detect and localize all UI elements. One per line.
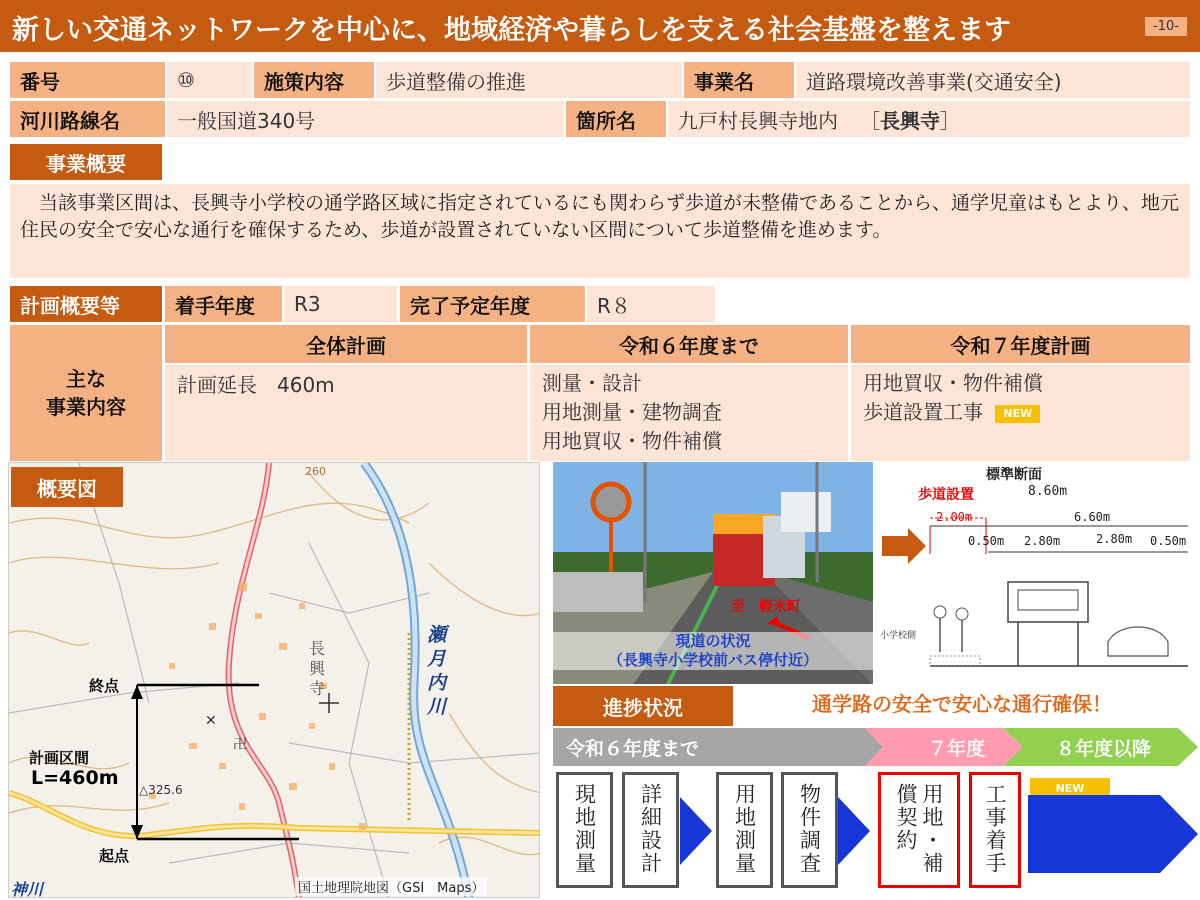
total-width: 8.60m: [1028, 484, 1068, 499]
measure-value: 歩道整備の推進: [376, 62, 682, 98]
dim-3: 0.50m: [1150, 534, 1187, 548]
arrow-2-icon: [838, 797, 870, 865]
start-point-label: 起点: [99, 847, 130, 865]
step-building-survey: [781, 772, 838, 888]
photo-caption: [553, 632, 873, 670]
main-content-label-1: 主な: [66, 367, 106, 391]
location-value: 九戸村長興寺地内: [678, 108, 838, 133]
new-badge: NEW: [995, 405, 1040, 423]
dim-2: 2.80m: [1096, 532, 1133, 546]
measure-label: 施策内容: [254, 62, 374, 98]
road-photo: [553, 462, 873, 684]
place-name-char: 興: [309, 659, 326, 678]
location-bracket-close: ］: [940, 108, 960, 133]
main-content-label: [10, 325, 162, 461]
sidewalk-width: 2.00m: [936, 510, 973, 524]
r7-cell: [851, 365, 1190, 461]
start-year-label: 着手年度: [165, 286, 282, 322]
r6-cell: [530, 365, 848, 461]
section-length: L=460m: [31, 767, 119, 789]
project-label: 事業名: [684, 62, 794, 98]
route-label: 河川路線名: [10, 101, 165, 137]
river-name-char: 月: [427, 648, 447, 670]
section-label: 計画区間: [29, 749, 90, 767]
location-bracket-open: ［: [860, 108, 880, 133]
number-label: 番号: [10, 62, 165, 98]
arrow-3-icon: [1028, 795, 1198, 873]
project-value: 道路環境改善事業(交通安全): [796, 62, 1190, 98]
step-land-acquisition: [878, 772, 960, 888]
place-name-char: 寺: [309, 679, 326, 698]
dim-0: 0.50m: [968, 534, 1005, 548]
sidewalk-label: 歩道設置: [918, 487, 974, 503]
end-year-label: 完了予定年度: [400, 286, 585, 322]
dim-1: 2.80m: [1024, 534, 1061, 548]
r6-item: 測量・設計: [542, 371, 642, 395]
cross-section-title: 標準断面: [986, 467, 1042, 483]
place-name-char: 長: [309, 639, 326, 658]
location-name: 長興寺: [880, 108, 940, 133]
route-value: 一般国道340号: [167, 101, 564, 137]
col-r7: 令和７年度計画: [851, 325, 1190, 363]
step-construction: [969, 772, 1021, 888]
number-value: ⑩: [167, 62, 252, 98]
end-point-label: 終点: [89, 677, 120, 695]
progress-label: 進捗状況: [553, 686, 733, 726]
step-survey: [556, 772, 613, 888]
map-label: [11, 467, 123, 507]
step-construction-text: 工事着手: [983, 783, 1007, 875]
river-name-char: 内: [427, 672, 447, 694]
map-credit: 国土地理院地図（GSI Maps）: [295, 877, 487, 896]
kawa-label: 神川: [11, 880, 44, 898]
r6-item: 用地買収・物件補償: [542, 429, 722, 453]
location-value-cell: [668, 101, 1190, 137]
all-plan-cell: [165, 365, 527, 461]
page-title: 新しい交通ネットワークを中心に、地域経済や暮らしを支える社会基盤を整えます: [12, 15, 1011, 46]
start-year-value: R3: [284, 286, 397, 322]
elevation-label: △325.6: [139, 783, 183, 797]
step-design: [622, 772, 679, 888]
step-land-survey: [716, 772, 773, 888]
river-name-label: [427, 623, 446, 719]
end-year-value: R８: [587, 286, 715, 322]
r6-item: 用地測量・建物調査: [542, 400, 722, 424]
location-label: 箇所名: [566, 101, 666, 137]
school-side-label: 小学校側: [880, 631, 917, 641]
overview-text: 当該事業区間は、長興寺小学校の通学路区域に指定されているにも関わらず歩道が未整備であることから、通学児童はもとより、地元住民の安全で安心な通行を確保するため、歩道が設置されていない区間について歩道整備を進めます。: [10, 184, 1190, 278]
cross-section-diagram: [878, 462, 1196, 684]
r7-item-text: 歩道設置工事: [863, 400, 983, 424]
photo-caption-2: （長興寺小学校前バス停付近）: [607, 651, 818, 669]
step-design-text: 詳細設計: [638, 783, 663, 875]
step-land-acquisition-text: 用地・補償契約: [894, 783, 944, 875]
direction-label: 至 軽米町: [731, 599, 801, 615]
page-number: -10-: [1144, 16, 1188, 37]
plan-label: 計画概要等: [10, 286, 162, 322]
phase-3-label: ８年度以降: [1056, 738, 1152, 760]
photo-caption-1: 現道の状況: [675, 632, 751, 650]
step-building-survey-text: 物件調査: [797, 783, 822, 875]
arrow-1-icon: [680, 797, 712, 865]
col-all-plan: 全体計画: [165, 325, 527, 363]
place-name-label: [309, 639, 325, 699]
road-width: 6.60m: [1074, 510, 1111, 524]
map-label-text: 概要図: [11, 467, 123, 507]
r7-item: 用地買収・物件補償: [863, 371, 1043, 395]
svg-text:✕: ✕: [205, 713, 217, 729]
progress-new-badge: NEW: [1030, 778, 1110, 798]
all-plan-item: 計画延長 460m: [177, 373, 335, 397]
overview-label: 事業概要: [10, 144, 162, 180]
main-content-label-2: 事業内容: [46, 395, 126, 419]
step-land-survey-text: 用地測量: [732, 783, 757, 875]
svg-text:卍: 卍: [233, 737, 247, 753]
river-name-char: 瀬: [427, 624, 447, 646]
phase-1-label: 令和６年度まで: [566, 738, 700, 760]
col-r6: 令和６年度まで: [530, 325, 848, 363]
r7-item: [863, 398, 1178, 427]
river-name-char: 川: [427, 696, 447, 718]
step-survey-text: 現地測量: [572, 783, 597, 875]
phase-2-label: ７年度: [928, 738, 986, 760]
progress-slogan: 通学路の安全で安心な通行確保！: [812, 692, 1112, 716]
elevation-260-label: 260: [305, 465, 326, 478]
overview-map: [8, 462, 540, 898]
